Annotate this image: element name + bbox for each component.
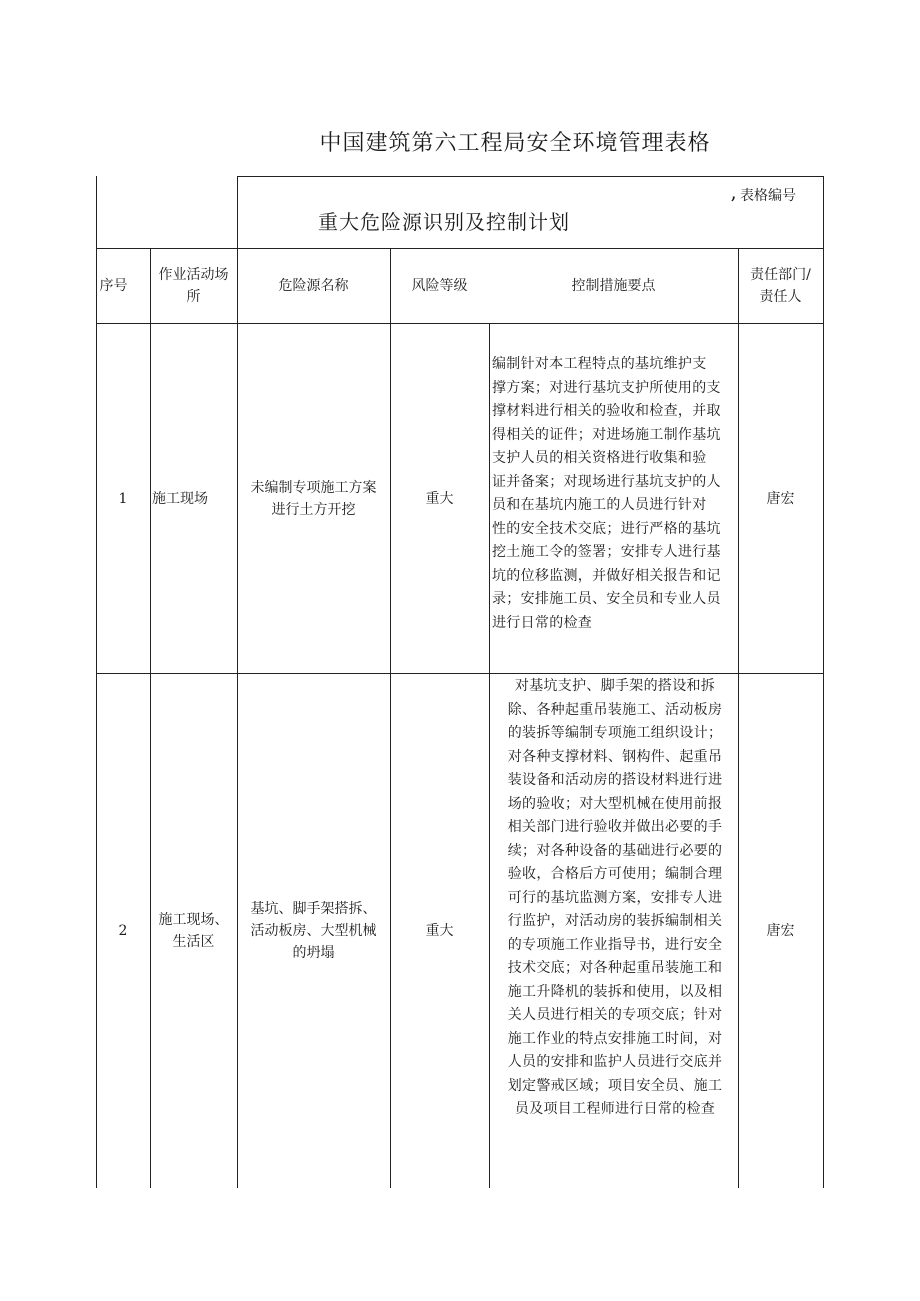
row2-hazard-line2: 活动板房、大型机械 [250, 923, 377, 939]
row2-owner: 唐宏 [766, 923, 795, 939]
measure-line: 场的验收；对大型机械在使用前报 [507, 795, 723, 812]
header-location-line1: 作业活动场 [158, 267, 229, 283]
row1-hazard-line1: 未编制专项施工方案 [250, 479, 377, 496]
measure-line: 员及项目工程师进行日常的检查 [514, 1101, 716, 1117]
measure-line: 行监护，对活动房的装拆编制相关 [507, 913, 723, 929]
header-hazard: 危险源名称 [278, 278, 349, 294]
measure-line: 对基坑支护、脚手架的搭设和拆 [514, 678, 716, 694]
measure-line: 员和在基坑内施工的人员进行针对 [492, 497, 707, 513]
header-location [150, 249, 237, 323]
row2-measures [492, 675, 738, 1122]
row2-seq: 2 [118, 923, 128, 939]
header-location-line2: 所 [186, 289, 201, 305]
row1-hazard [237, 324, 390, 673]
measure-line: 挖土施工令的签署；安排专人进行基 [492, 544, 721, 560]
org-title: 中国建筑第六工程局安全环境管理表格 [319, 131, 711, 156]
measure-line: 技术交底；对各种起重吊装施工和 [507, 960, 723, 976]
measure-line: 证并备案；对现场进行基坑支护的人 [492, 473, 721, 490]
measure-line: 装设备和活动房的搭设材料进行进 [507, 772, 723, 788]
row1-risk: 重大 [425, 490, 454, 507]
measure-line: 撑材料进行相关的验收和检查，并取 [492, 403, 721, 419]
measure-line: 划定警戒区域；项目安全员、施工 [507, 1077, 723, 1094]
row2-risk: 重大 [425, 923, 454, 939]
header-owner-line2: 责任人 [759, 289, 802, 305]
measure-line: 续；对各种设备的基础进行必要的 [507, 842, 723, 859]
measure-line: 人员的安排和监护人员进行交底并 [507, 1054, 723, 1070]
measure-line: 的装拆等编制专项施工组织设计； [507, 725, 723, 741]
measure-line: 可行的基坑监测方案，安排专人进 [507, 889, 723, 906]
measure-line: 关人员进行相关的专项交底；针对 [507, 1007, 723, 1023]
row1-owner: 唐宏 [766, 490, 795, 507]
row1-seq: 1 [118, 490, 128, 507]
plan-title: 重大危险源识别及控制计划 [318, 210, 570, 234]
measure-line: 相关部门进行验收并做出必要的手 [507, 819, 723, 835]
form-number-mark: ’ [730, 192, 737, 216]
measure-line: 进行日常的检查 [492, 614, 593, 631]
measure-line: 录；安排施工员、安全员和专业人员 [492, 591, 721, 607]
measure-line: 的专项施工作业指导书，进行安全 [507, 936, 723, 953]
measure-line: 施工升降机的装拆和使用，以及相 [507, 983, 723, 1000]
measure-line: 支护人员的相关资格进行收集和验 [492, 450, 707, 466]
row1-hazard-line2: 进行土方开挖 [271, 501, 356, 518]
measure-line: 验收，合格后方可使用；编制合理 [507, 866, 723, 882]
measure-line: 除、各种起重吊装施工、活动板房 [507, 701, 723, 718]
measure-line: 撑方案；对进行基坑支护所使用的支 [492, 379, 721, 396]
row2-location [150, 674, 237, 1188]
row1-location: 施工现场 [152, 490, 208, 507]
row2-location-line2: 生活区 [172, 934, 215, 950]
measure-line: 施工作业的特点安排施工时间，对 [507, 1030, 723, 1047]
measure-line: 编制针对本工程特点的基坑维护支 [492, 356, 707, 372]
row2-location-line1: 施工现场、 [158, 912, 229, 928]
header-risk: 风险等级 [411, 278, 468, 294]
row2-hazard [237, 674, 390, 1188]
measure-line: 性的安全技术交底；进行严格的基坑 [492, 520, 721, 537]
row2-hazard-line1: 基坑、脚手架搭拆、 [250, 901, 377, 917]
measure-line: 得相关的证件；对进场施工制作基坑 [492, 426, 721, 443]
measure-line: 对各种支撑材料、钢构件、起重吊 [507, 748, 723, 765]
measure-line: 坑的位移监测，并做好相关报告和记 [492, 567, 721, 584]
header-seq: 序号 [99, 278, 128, 294]
header-owner [738, 249, 823, 323]
header-measures: 控制措施要点 [571, 278, 656, 294]
row2-hazard-line3: 的坍塌 [292, 945, 335, 961]
row1-measures [492, 353, 738, 635]
form-number-label: 表格编号 [740, 188, 796, 204]
header-owner-line1: 责任部门/ [750, 267, 811, 283]
